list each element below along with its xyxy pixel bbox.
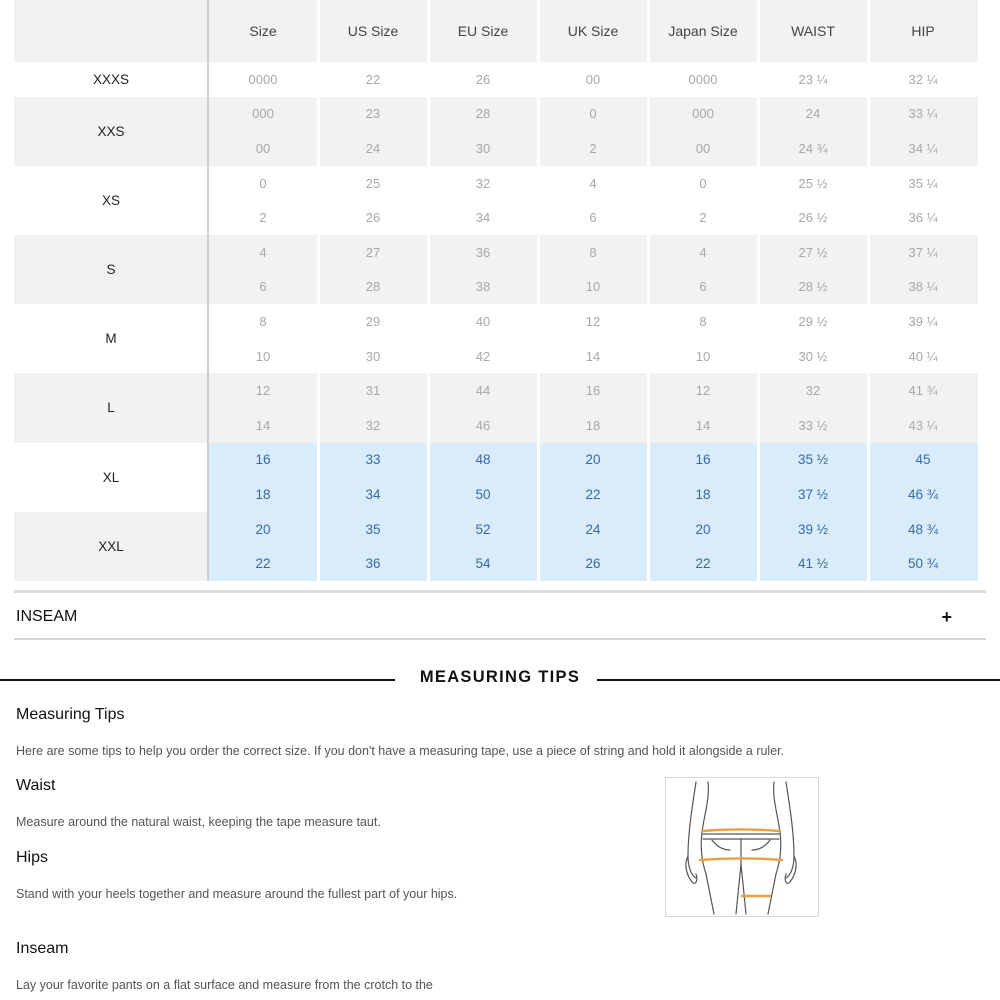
table-cell: 6 bbox=[699, 279, 707, 295]
table-cell: 20 bbox=[695, 521, 711, 537]
hips-text: Stand with your heels together and measure around the fullest part of your hips. bbox=[16, 887, 458, 901]
table-cell: 34 ¼ bbox=[908, 140, 938, 156]
table-cell: 24 ¾ bbox=[798, 140, 828, 156]
table-cell: 4 bbox=[699, 244, 707, 260]
table-cell: 16 bbox=[695, 452, 711, 468]
table-cell: 41 ¾ bbox=[908, 383, 938, 399]
table-cell: 8 bbox=[589, 244, 597, 260]
table-cell: 34 bbox=[475, 210, 491, 226]
size-label: M bbox=[14, 304, 208, 373]
table-cell: 22 bbox=[695, 556, 711, 572]
table-cell: 24 bbox=[585, 521, 601, 537]
size-label: XXXS bbox=[14, 62, 208, 97]
table-cell: 46 ¾ bbox=[907, 486, 939, 502]
column-header: WAIST bbox=[758, 0, 868, 62]
table-cell: 8 bbox=[699, 313, 707, 329]
column-divider bbox=[317, 0, 320, 581]
table-cell: 24 bbox=[365, 140, 381, 156]
table-cell: 0 bbox=[589, 106, 597, 122]
table-cell: 26 bbox=[475, 71, 491, 87]
table-cell: 26 bbox=[585, 556, 601, 572]
column-header: EU Size bbox=[428, 0, 538, 62]
table-cell: 33 ½ bbox=[798, 417, 828, 433]
table-header-corner bbox=[14, 0, 208, 62]
table-cell: 23 ¼ bbox=[798, 71, 828, 87]
table-cell: 30 bbox=[475, 140, 491, 156]
table-cell: 0 bbox=[699, 175, 707, 191]
size-label: L bbox=[14, 373, 208, 442]
table-cell: 20 bbox=[255, 521, 271, 537]
table-cell: 44 bbox=[475, 383, 491, 399]
waist-measure-line bbox=[702, 830, 780, 832]
table-cell: 4 bbox=[589, 175, 597, 191]
table-cell: 30 bbox=[365, 348, 381, 364]
table-cell: 24 bbox=[805, 106, 821, 122]
table-cell: 26 bbox=[365, 210, 381, 226]
table-cell: 40 bbox=[475, 313, 491, 329]
table-cell: 36 bbox=[365, 556, 381, 572]
inseam-text: Lay your favorite pants on a flat surface and measure from the crotch to the bbox=[16, 978, 433, 992]
table-cell: 27 ½ bbox=[798, 244, 828, 260]
table-cell: 18 bbox=[255, 486, 271, 502]
table-cell: 35 ¼ bbox=[908, 175, 938, 191]
table-cell: 000 bbox=[692, 106, 714, 122]
table-cell: 30 ½ bbox=[798, 348, 828, 364]
column-divider bbox=[537, 0, 540, 581]
table-cell: 0 bbox=[259, 175, 267, 191]
table-cell: 32 bbox=[365, 417, 381, 433]
column-divider bbox=[427, 0, 430, 581]
table-cell: 32 bbox=[475, 175, 491, 191]
column-header: HIP bbox=[868, 0, 978, 62]
table-cell: 45 bbox=[915, 452, 931, 468]
size-label: S bbox=[14, 235, 208, 304]
expand-plus-icon[interactable]: + bbox=[941, 606, 952, 627]
column-header: Japan Size bbox=[648, 0, 758, 62]
waist-text: Measure around the natural waist, keeping the tape measure taut. bbox=[16, 815, 381, 829]
table-cell: 18 bbox=[585, 417, 601, 433]
table-cell: 33 bbox=[365, 452, 381, 468]
table-cell: 42 bbox=[475, 348, 491, 364]
table-cell: 34 bbox=[365, 486, 381, 502]
table-cell: 6 bbox=[589, 210, 597, 226]
table-cell: 38 bbox=[475, 279, 491, 295]
table-cell: 18 bbox=[695, 486, 711, 502]
table-cell: 29 ½ bbox=[798, 313, 828, 329]
table-cell: 46 bbox=[475, 417, 491, 433]
inseam-label: INSEAM bbox=[16, 608, 78, 625]
waist-title: Waist bbox=[16, 777, 56, 794]
table-cell: 6 bbox=[259, 279, 267, 295]
table-cell: 26 ½ bbox=[798, 210, 828, 226]
table-cell: 16 bbox=[585, 383, 601, 399]
divider-line-left bbox=[0, 679, 395, 681]
measuring-tips-heading: MEASURING TIPS bbox=[419, 668, 581, 686]
table-cell: 00 bbox=[585, 71, 601, 87]
table-cell: 32 bbox=[805, 383, 821, 399]
table-cell: 14 bbox=[585, 348, 601, 364]
table-cell: 28 ½ bbox=[798, 279, 828, 295]
table-cell: 35 bbox=[365, 521, 381, 537]
table-cell: 22 bbox=[255, 556, 271, 572]
table-cell: 23 bbox=[365, 106, 381, 122]
table-cell: 50 ¾ bbox=[907, 556, 939, 572]
table-cell: 41 ½ bbox=[797, 556, 829, 572]
size-label: XS bbox=[14, 166, 208, 235]
table-cell: 32 ¼ bbox=[908, 71, 938, 87]
column-header: UK Size bbox=[538, 0, 648, 62]
table-cell: 14 bbox=[255, 417, 271, 433]
table-cell: 22 bbox=[585, 486, 601, 502]
table-cell: 10 bbox=[255, 348, 271, 364]
table-cell: 50 bbox=[475, 486, 491, 502]
table-cell: 52 bbox=[475, 521, 491, 537]
column-divider bbox=[757, 0, 760, 581]
table-cell: 14 bbox=[695, 417, 711, 433]
measurement-diagram bbox=[665, 777, 819, 917]
table-cell: 2 bbox=[589, 140, 597, 156]
table-cell: 29 bbox=[365, 313, 381, 329]
table-cell: 37 ¼ bbox=[908, 244, 938, 260]
table-cell: 22 bbox=[365, 71, 381, 87]
table-cell: 43 ¼ bbox=[908, 417, 938, 433]
table-cell: 28 bbox=[365, 279, 381, 295]
table-cell: 25 ½ bbox=[798, 175, 828, 191]
table-cell: 12 bbox=[585, 313, 601, 329]
hips-title: Hips bbox=[16, 849, 49, 866]
size-chart-table bbox=[14, 0, 986, 593]
column-divider bbox=[867, 0, 870, 581]
column-divider bbox=[647, 0, 650, 581]
table-cell: 0000 bbox=[248, 71, 278, 87]
label-column-divider bbox=[207, 0, 209, 581]
table-cell: 25 bbox=[365, 175, 381, 191]
size-label: XXL bbox=[14, 512, 208, 581]
size-label: XXS bbox=[14, 97, 208, 166]
table-cell: 28 bbox=[475, 106, 491, 122]
table-cell: 8 bbox=[259, 313, 267, 329]
table-cell: 40 ¼ bbox=[908, 348, 938, 364]
table-cell: 36 bbox=[475, 244, 491, 260]
body-measurement-diagram-icon bbox=[666, 778, 818, 916]
table-cell: 20 bbox=[585, 452, 601, 468]
table-cell: 00 bbox=[695, 140, 711, 156]
column-header: Size bbox=[208, 0, 318, 62]
table-cell: 000 bbox=[252, 106, 274, 122]
table-cell: 48 ¾ bbox=[907, 521, 939, 537]
table-cell: 10 bbox=[585, 279, 601, 295]
table-cell: 39 ½ bbox=[797, 521, 829, 537]
table-cell: 16 bbox=[255, 452, 271, 468]
measuring-tips-title: Measuring Tips bbox=[16, 706, 125, 723]
table-cell: 33 ¼ bbox=[908, 106, 938, 122]
divider-line-right bbox=[597, 679, 1000, 681]
table-cell: 2 bbox=[259, 210, 267, 226]
table-cell: 37 ½ bbox=[797, 486, 829, 502]
column-header: US Size bbox=[318, 0, 428, 62]
table-cell: 35 ½ bbox=[797, 452, 829, 468]
table-cell: 12 bbox=[695, 383, 711, 399]
table-cell: 48 bbox=[475, 452, 491, 468]
table-cell: 39 ¼ bbox=[908, 313, 938, 329]
table-cell: 00 bbox=[255, 140, 271, 156]
table-cell: 12 bbox=[255, 383, 271, 399]
inseam-title: Inseam bbox=[16, 940, 69, 957]
table-cell: 36 ¼ bbox=[908, 210, 938, 226]
table-cell: 38 ¼ bbox=[908, 279, 938, 295]
table-cell: 4 bbox=[259, 244, 267, 260]
table-cell: 0000 bbox=[688, 71, 718, 87]
measuring-tips-intro: Here are some tips to help you order the correct size. If you don't have a measuring tape, use a piece of string and hold it alongside a ruler. bbox=[16, 744, 785, 758]
size-label: XL bbox=[14, 443, 208, 512]
table-cell: 27 bbox=[365, 244, 381, 260]
table-cell: 2 bbox=[699, 210, 707, 226]
table-cell: 31 bbox=[365, 383, 381, 399]
table-cell: 54 bbox=[475, 556, 491, 572]
table-cell: 10 bbox=[695, 348, 711, 364]
inseam-accordion[interactable] bbox=[14, 596, 986, 640]
